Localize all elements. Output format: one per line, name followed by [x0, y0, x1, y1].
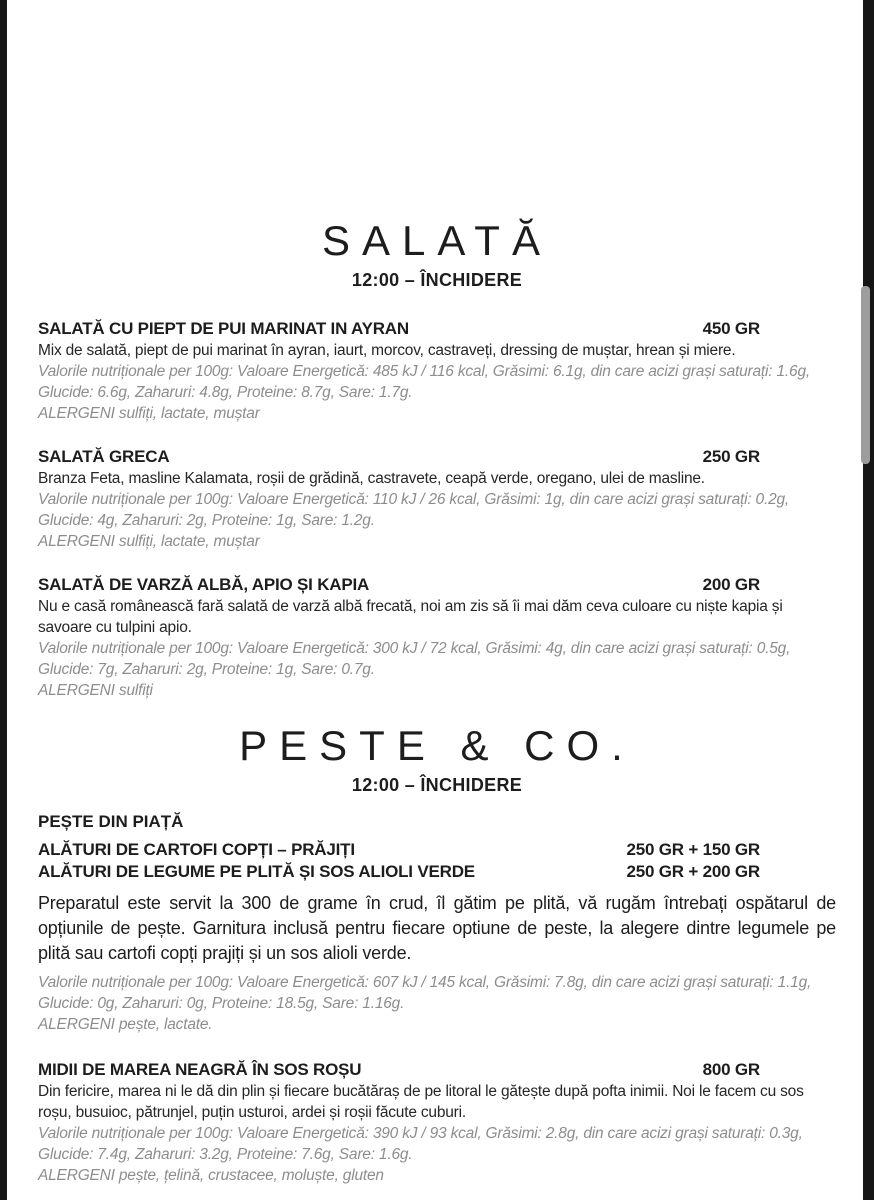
- item-nutrition: Valorile nutriționale per 100g: Valoare Energetică: 390 kJ / 93 kcal, Grăsimi: 2.8g, din care acizi grași saturați: 0.3g, Glucide: 7.4g, Zaharuri: 3.2g, Proteine: 7.6g, Sare: 1.6g.: [38, 1125, 803, 1163]
- item-weight: 250 GR: [702, 447, 760, 466]
- item-allergens: ALERGENI sulfiți, lactate, muștar: [38, 405, 260, 422]
- salata-items: [38, 318, 836, 701]
- option-name: ALĂTURI DE CARTOFI COPȚI – PRĂJIȚI: [38, 840, 355, 859]
- menu-item-salata-varza: [38, 574, 836, 701]
- garnish-options: [38, 839, 836, 883]
- option-row: [38, 839, 836, 861]
- item-description: Nu e casă românească fară salată de varză albă frecată, noi am zis să îi mai dăm ceva culoare cu niște kapia și savoare cu tulpini apio.: [38, 598, 783, 636]
- menu-item-midii: [38, 1059, 836, 1186]
- item-description: Branza Feta, masline Kalamata, roșii de grădină, castravete, ceapă verde, oregano, ulei de masline.: [38, 470, 705, 487]
- option-weight: 250 GR + 150 GR: [626, 840, 760, 859]
- serving-note: Preparatul este servit la 300 de grame în crud, îl gătim pe plită, vă rugăm întrebați ospătarul de opțiunile de pește. Garnitura inclusă pentru fiecare optiune de peste, la alegere dintre legumele pe plită sau cartofi copți prajiți și un sos alioli verde.: [38, 893, 836, 963]
- section-hours-salata: 12:00 – ÎNCHIDERE: [351, 270, 523, 290]
- item-head: [38, 1059, 836, 1081]
- section-title-salata: SALATĂ: [322, 217, 552, 264]
- item-allergens: ALERGENI pește, țelină, crustacee, moluște, gluten: [38, 1167, 384, 1184]
- item-description: Din fericire, marea ni le dă din plin și fiecare bucătăraș de pe litoral le gătește după pofta inimii. Noi le facem cu sos roșu, busuioc, pătrunjel, puțin usturoi, ardei și roșii făcute cuburi.: [38, 1083, 804, 1121]
- section-title-peste: PESTE & CO.: [239, 722, 635, 769]
- item-nutrition: Valorile nutriționale per 100g: Valoare Energetică: 110 kJ / 26 kcal, Grăsimi: 1g, din care acizi grași saturați: 0.2g, Glucide: 4g, Zaharuri: 2g, Proteine: 1g, Sare: 1.2g.: [38, 491, 790, 529]
- option-row: [38, 861, 836, 883]
- item-head: [38, 574, 836, 596]
- fish-market-label: PEȘTE DIN PIAȚĂ: [38, 812, 184, 831]
- item-nutrition: Valorile nutriționale per 100g: Valoare Energetică: 485 kJ / 116 kcal, Grăsimi: 6.1g, din care acizi grași saturați: 1.6g, Glucide: 6.6g, Zaharuri: 4.8g, Proteine: 8.7g, Sare: 1.7g.: [38, 363, 810, 401]
- menu-page: [7, 0, 863, 1200]
- item-head: [38, 318, 836, 340]
- item-name: MIDII DE MAREA NEAGRĂ ÎN SOS ROȘU: [38, 1060, 362, 1079]
- note-nutrition: Valorile nutriționale per 100g: Valoare Energetică: 607 kJ / 145 kcal, Grăsimi: 7.8g, din care acizi grași saturați: 1.1g, Glucide: 0g, Zaharuri: 0g, Proteine: 18.5g, Sare: 1.16g.: [38, 974, 812, 1012]
- item-name: SALATĂ GRECA: [38, 447, 170, 466]
- item-name: SALATĂ DE VARZĂ ALBĂ, APIO ȘI KAPIA: [38, 575, 370, 594]
- menu-item-salata-ayran: [38, 318, 836, 424]
- section-hours-peste: 12:00 – ÎNCHIDERE: [351, 775, 523, 795]
- item-head: [38, 446, 836, 468]
- option-name: ALĂTURI DE LEGUME PE PLITĂ ȘI SOS ALIOLI VERDE: [38, 862, 475, 881]
- item-nutrition: Valorile nutriționale per 100g: Valoare Energetică: 300 kJ / 72 kcal, Grăsimi: 4g, din care acizi grași saturați: 0.5g, Glucide: 7g, Zaharuri: 2g, Proteine: 1g, Sare: 0.7g.: [38, 640, 791, 678]
- option-weight: 250 GR + 200 GR: [626, 862, 760, 881]
- scrollbar-thumb[interactable]: [861, 286, 870, 464]
- note-allergens: ALERGENI pește, lactate.: [38, 1016, 213, 1033]
- item-weight: 450 GR: [702, 319, 760, 338]
- menu-item-salata-greca: [38, 446, 836, 552]
- item-weight: 800 GR: [702, 1060, 760, 1079]
- item-allergens: ALERGENI sulfiți: [38, 682, 153, 699]
- peste-items: [38, 1059, 836, 1186]
- item-weight: 200 GR: [702, 575, 760, 594]
- item-allergens: ALERGENI sulfiți, lactate, muștar: [38, 533, 260, 550]
- item-name: SALATĂ CU PIEPT DE PUI MARINAT IN AYRAN: [38, 319, 409, 338]
- item-description: Mix de salată, piept de pui marinat în ayran, iaurt, morcov, castraveți, dressing de muștar, hrean și miere.: [38, 342, 736, 359]
